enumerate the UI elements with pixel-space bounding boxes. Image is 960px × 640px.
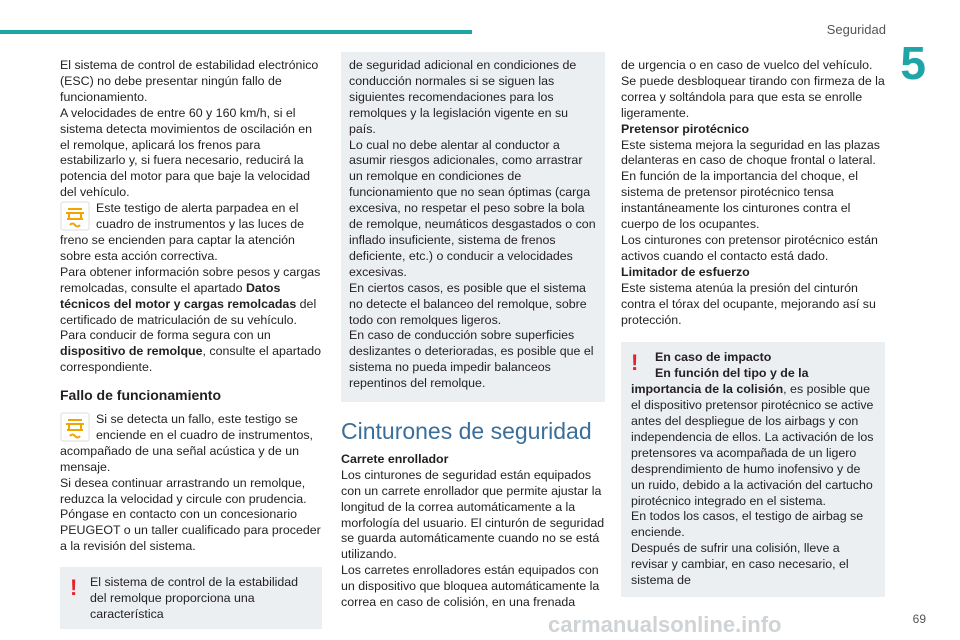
chapter-number: 5 — [900, 37, 926, 89]
paragraph: Para obtener información sobre pesos y cargas remolcadas, consulte el apartado Datos técnicos del motor y cargas remolcadas del certificado de matriculación de su vehículo. — [60, 264, 321, 327]
watermark: carmanualsonline.info — [548, 612, 782, 637]
paragraph: En función del tipo y de la importancia de la colisión, es posible que el dispositivo pretensor pirotécnico se active antes del despliegue de los airbags y con independencia de ellos. La activación de los pretensores va acompañada de un ligero desprendimiento de humo inofensivo y de un ruido, debido a la activación del cartucho pirotécnico integrado en el sistema. — [631, 366, 874, 508]
column-2 — [341, 58, 605, 611]
paragraph: Los carretes enrolladores están equipados con un dispositivo que bloquea automáticamente la correa en caso de colisión, en una frenada — [341, 563, 600, 610]
paragraph: Este sistema atenúa la presión del cinturón contra el tórax del ocupante, mejorando así su protección. — [621, 280, 876, 327]
exclamation-icon: ! — [70, 575, 78, 601]
paragraph-with-icon: Este testigo de alerta parpadea en el cuadro de instrumentos y las luces de freno se encienden para captar la atención sobre esta acción correctiva. — [60, 201, 304, 263]
column-1 — [60, 58, 322, 629]
page-number: 69 — [912, 612, 926, 626]
heading-malfunction: Fallo de funcionamiento — [60, 387, 222, 404]
paragraph: de seguridad adicional en condiciones de conducción normales si se siguen las siguientes recomendaciones para los remolques y la legislación vigente en su país. — [349, 58, 577, 136]
paragraph: En todos los casos, el testigo de airbag se enciende. — [631, 509, 864, 540]
subheading: Limitador de esfuerzo — [621, 264, 750, 279]
trailer-sway-warning-icon — [60, 201, 90, 231]
subheading: Carrete enrollador — [341, 451, 449, 466]
paragraph: A velocidades de entre 60 y 160 km/h, si el sistema detecta movimientos de oscilación en el remolque, aplicará los frenos para estabilizarlo y, si fuera necesario, reducirá la potencia del motor para que baje la velocidad del vehículo. — [60, 105, 313, 200]
paragraph: Lo cual no debe alentar al conductor a asumir riesgos adicionales, como arrastrar un remolque en condiciones de funcionamiento que no sean óptimas (carga excesiva, no respetar el peso sobre la bola de remolque, neumáticos desgastados o con inflado insuficiente, sistema de frenos deficiente, etc.) o conducir a velocidades excesivas. — [349, 137, 596, 279]
warning-title: En caso de impacto — [655, 350, 772, 365]
paragraph: Este sistema mejora la seguridad en las plazas delanteras en caso de choque frontal o lateral. — [621, 137, 880, 168]
paragraph: Póngase en contacto con un concesionario PEUGEOT o un taller cualificado para proceder a la revisión del sistema. — [60, 507, 321, 554]
subheading: Pretensor pirotécnico — [621, 121, 750, 136]
trailer-sway-warning-icon — [60, 412, 90, 442]
paragraph: Los cinturones con pretensor pirotécnico están activos cuando el contacto está dado. — [621, 232, 878, 263]
warning-box: ! El sistema de control de la estabilidad del remolque proporciona una característica — [60, 567, 322, 629]
paragraph: En ciertos casos, es posible que el sistema no detecte el balanceo del remolque, sobre todo con remolques ligeros. — [349, 280, 587, 327]
paragraph: En caso de conducción sobre superficies deslizantes o deterioradas, es posible que el sistema no pueda impedir balanceos repentinos del remolque. — [349, 328, 594, 391]
heading-seatbelts: Cinturones de seguridad — [341, 418, 592, 445]
exclamation-icon: ! — [631, 350, 639, 376]
paragraph: El sistema de control de estabilidad electrónico (ESC) no debe presentar ningún fallo de funcionamiento. — [60, 58, 319, 104]
paragraph: Si desea continuar arrastrando un remolque, reduzca la velocidad y circule con prudencia. — [60, 475, 307, 506]
paragraph: de urgencia o en caso de vuelco del vehículo. Se puede desbloquear tirando con firmeza de la correa y soltándola para que esta se enrolle ligeramente. — [621, 58, 885, 120]
section-title: Seguridad — [826, 22, 886, 37]
header-accent-bar — [0, 30, 472, 34]
paragraph: Los cinturones de seguridad están equipados con un carrete enrollador que permite ajustar la longitud de la correa automáticamente a la morfología del usuario. El cinturón de seguridad se guarda automáticamente cuando no se está utilizando. — [341, 467, 605, 562]
paragraph-with-icon: Si se detecta un fallo, este testigo se enciende en el cuadro de instrumentos, acompañado de una señal acústica y de un mensaje. — [60, 412, 313, 474]
warning-box — [621, 342, 885, 597]
paragraph: En función de la importancia del choque, el sistema de pretensor pirotécnico tensa instantáneamente los cinturones contra el cuerpo de los ocupantes. — [621, 169, 858, 232]
warning-box-continued — [341, 52, 605, 402]
column-3 — [621, 58, 885, 597]
paragraph: Para conducir de forma segura con un dispositivo de remolque, consulte el apartado correspondiente. — [60, 328, 322, 375]
paragraph: Después de sufrir una colisión, lleve a revisar y cambiar, en caso necesario, el sistema de — [631, 541, 849, 588]
